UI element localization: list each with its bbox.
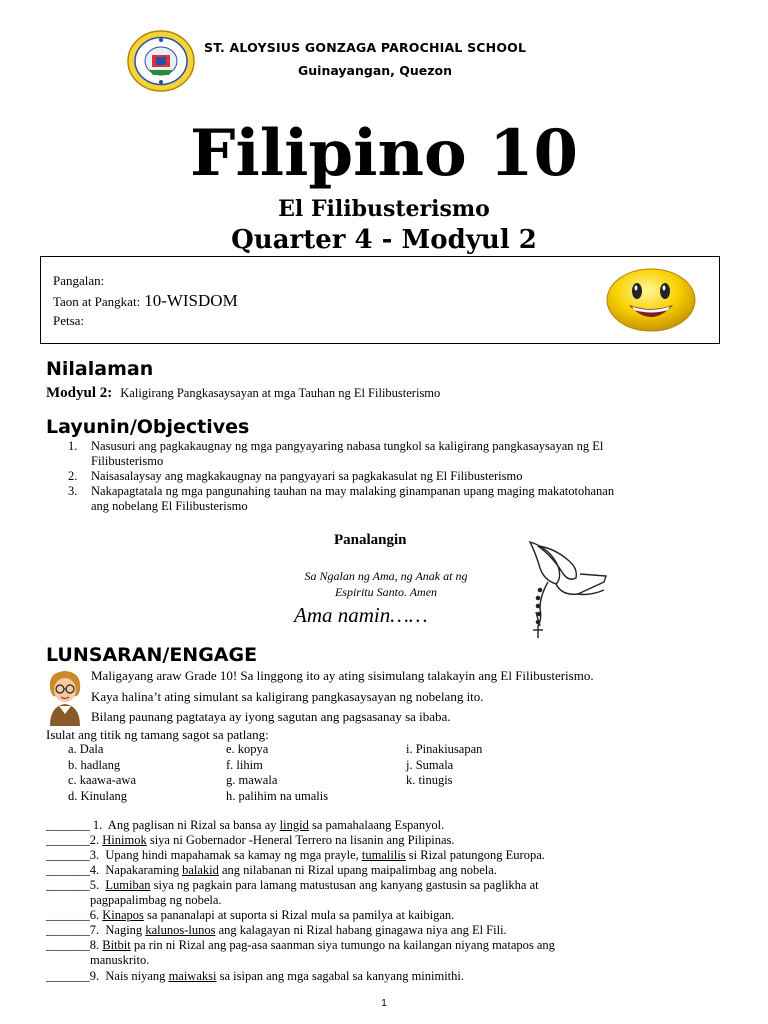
question-item: _______ 1. Ang paglisan ni Rizal sa bansa ay lingid sa pamahalaang Espanyol. [46, 818, 445, 832]
intro-line-3: Bilang paunang pagtataya ay iyong sagutan ang pagsasanay sa ibaba. [91, 709, 451, 724]
list-item: i. Pinakiusapan [406, 742, 483, 756]
nilalaman-heading: Nilalaman [46, 358, 154, 380]
choices-column-1 [68, 742, 136, 804]
list-item: b. hadlang [68, 757, 121, 772]
underlined-word: maiwaksi [168, 969, 217, 983]
question-item: _______7. Naging kalunos-lunos ang kalagayan ni Rizal habang ginagawa niya ang El Fili. [46, 923, 507, 937]
name-label: Pangalan: [53, 273, 105, 288]
answer-blank[interactable]: _______ [46, 863, 90, 877]
choices-column-3 [406, 742, 482, 789]
quarter-module-title: Quarter 4 - Modyul 2 [231, 225, 537, 255]
question-item: _______5. Lumiban siya ng pagkain para lamang matustusan ang kanyang gastusin sa paglikha at pagpapalimbag ng nobela. [46, 878, 539, 907]
intro-line-2: Kaya halina’t ating simulant sa kaligirang pangkasaysayan ng nobelang ito. [91, 689, 484, 704]
list-item: a. Dala [68, 742, 104, 756]
answer-blank[interactable]: _______ [46, 923, 90, 937]
question-item: _______3. Upang hindi mapahamak sa kamay ng mga prayle, tumalilis si Rizal patungong Europa. [46, 848, 545, 862]
prayer-closing: Ama namin…… [294, 603, 428, 627]
module-label: Modyul 2: [46, 385, 113, 401]
underlined-word: kalunos-lunos [145, 923, 216, 937]
question-item: _______2. Hinimok siya ni Gobernador -Heneral Terrero na lisanin ang Pilipinas. [46, 833, 455, 847]
question-item: _______8. Bitbit pa rin ni Rizal ang pag-asa saanman siya tumungo na kailangan niyang matapos ang manuskrito. [46, 938, 555, 967]
module-text: Kaligirang Pangkasaysayan at mga Tauhan ng El Filibusterismo [120, 386, 441, 400]
underlined-word: tumalilis [361, 848, 406, 862]
answer-blank[interactable]: _______ [46, 833, 90, 847]
intro-line-1: Maligayang araw Grade 10! Sa linggong ito ay ating sisimulang talakayin ang El Filibusterismo. [91, 668, 594, 683]
teacher-avatar-icon [44, 668, 86, 733]
list-item: 3. Nakapagtatala ng mga pangunahing tauhan na may malaking ginampanan upang maging makatotohanan ang nobelang El Filibusterismo [68, 484, 615, 513]
answer-blank[interactable]: _______ [46, 969, 90, 983]
grade-row [53, 291, 238, 311]
answer-blank[interactable]: _______ [46, 818, 90, 832]
list-item: f. lihim [226, 757, 263, 772]
answer-blank[interactable]: _______ [46, 938, 90, 952]
school-location: Guinayangan, Quezon [298, 63, 453, 78]
list-item: e. kopya [226, 742, 269, 756]
question-item: _______4. Napakaraming balakid ang nilabanan ni Rizal upang maipalimbag ang nobela. [46, 863, 497, 877]
underlined-word: Lumiban [105, 878, 151, 892]
list-item: 2. Naisasalaysay ang magkakaugnay na pangyayari sa pagkakasulat ng El Filibusterismo [68, 469, 523, 483]
school-name: ST. ALOYSIUS GONZAGA PAROCHIAL SCHOOL [204, 40, 527, 55]
document-title: Filipino 10 [190, 116, 578, 191]
module-description [46, 384, 440, 402]
prayer-text: Sa Ngalan ng Ama, ng Anak at ng Espiritu Santo. Amen [304, 569, 468, 599]
underlined-word: balakid [182, 863, 219, 877]
list-item: g. mawala [226, 773, 278, 787]
objectives-list [46, 439, 726, 514]
answer-blank[interactable]: _______ [46, 848, 90, 862]
prayer-title: Panalangin [334, 532, 407, 548]
page-number: 1 [381, 998, 387, 1009]
list-item: d. Kinulang [68, 788, 128, 803]
answer-blank[interactable]: _______ [46, 908, 90, 922]
grade-value: 10-WISDOM [144, 291, 238, 310]
school-seal-logo [127, 30, 195, 92]
praying-hands-icon [518, 538, 608, 645]
underlined-word: Hinimok [102, 833, 147, 847]
list-item: 1. Nasusuri ang pagkakaugnay ng mga pangyayaring nabasa tungkol sa kaligirang pangkasaysayan ng El Filibusterismo [68, 439, 604, 468]
document-subtitle: El Filibusterismo [278, 196, 490, 222]
grade-label: Taon at Pangkat: [53, 294, 141, 309]
date-label: Petsa: [53, 313, 85, 328]
underlined-word: Bitbit [102, 938, 131, 952]
list-item: j. Sumala [406, 757, 454, 772]
list-item: h. palihim na umalis [226, 788, 329, 803]
student-info-box [40, 256, 720, 344]
underlined-word: lingid [279, 818, 309, 832]
answer-blank[interactable]: _______ [46, 878, 90, 892]
list-item: c. kaawa-awa [68, 773, 137, 787]
smiley-face-icon [605, 267, 697, 338]
layunin-heading: Layunin/Objectives [46, 416, 250, 438]
lunsaran-heading: LUNSARAN/ENGAGE [46, 644, 258, 666]
choices-column-2 [226, 742, 328, 804]
instruction-text: Isulat ang titik ng tamang sagot sa patlang: [46, 727, 269, 742]
question-item: _______6. Kinapos sa pananalapi at suporta si Rizal mula sa pamilya at kaibigan. [46, 908, 455, 922]
underlined-word: Kinapos [102, 908, 144, 922]
list-item: k. tinugis [406, 773, 453, 787]
question-item: _______9. Nais niyang maiwaksi sa isipan ang mga sagabal sa kanyang minimithi. [46, 969, 465, 983]
